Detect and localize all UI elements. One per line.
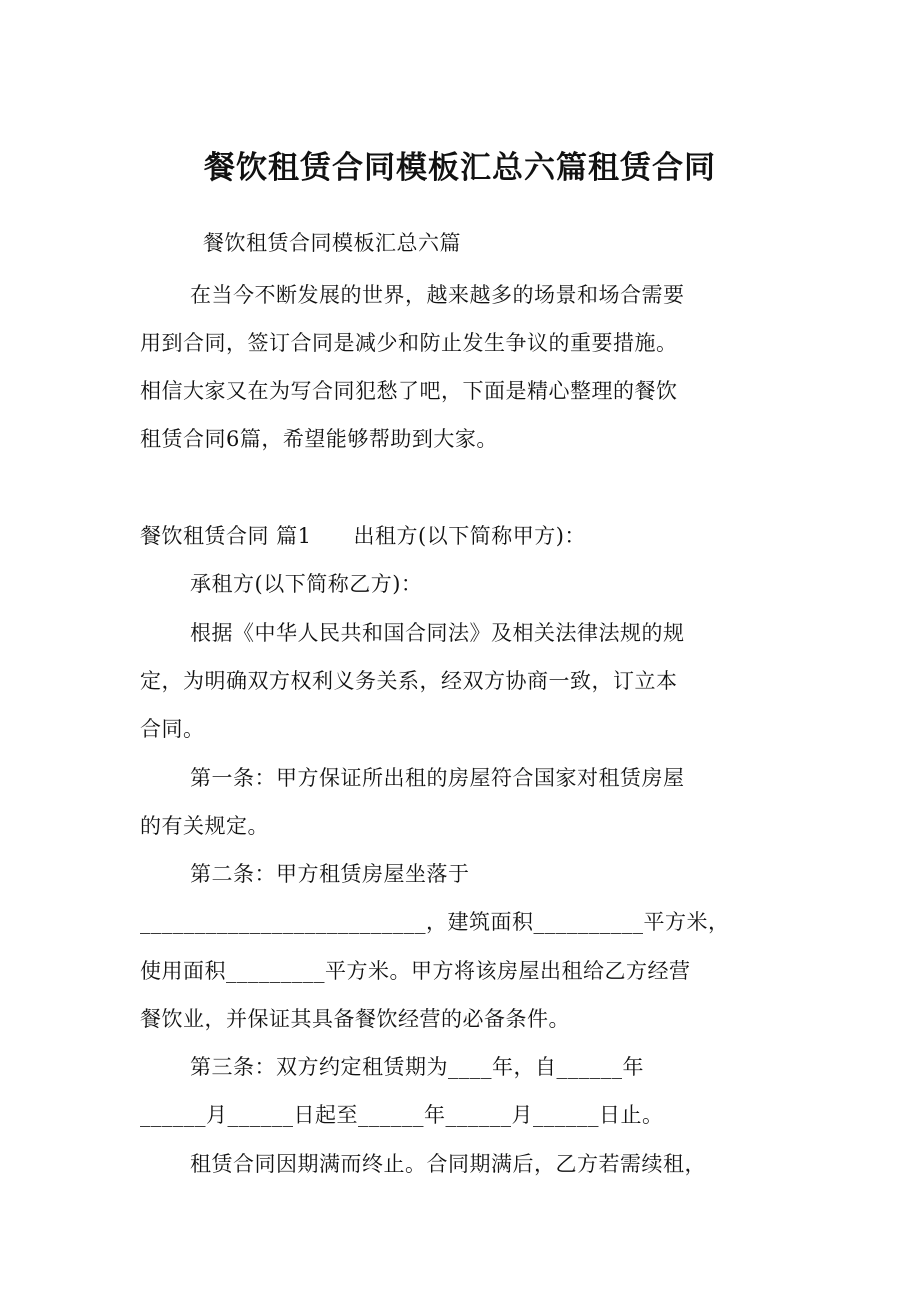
body-line-9: 餐饮业，并保证其具备餐饮经营的必备条件。 bbox=[140, 1007, 570, 1031]
body-line-7: __________________________，建筑面积__________平方米， bbox=[140, 910, 730, 934]
body-line-8: 使用面积_________平方米。甲方将该房屋出租给乙方经营 bbox=[140, 959, 691, 983]
body-line-6: 第二条：甲方租赁房屋坐落于 bbox=[190, 862, 470, 886]
section-heading-row bbox=[140, 520, 586, 552]
body-line-12: 租赁合同因期满而终止。合同期满后，乙方若需续租， bbox=[190, 1152, 706, 1176]
body-line-2: 定，为明确双方权利义务关系，经双方协商一致，订立本 bbox=[140, 669, 678, 693]
intro-line-4: 租赁合同6篇，希望能够帮助到大家。 bbox=[140, 427, 498, 451]
intro-line-2: 用到合同，签订合同是减少和防止发生争议的重要措施。 bbox=[140, 331, 678, 355]
body-line-4: 第一条：甲方保证所出租的房屋符合国家对租赁房屋 bbox=[190, 766, 685, 790]
intro-line-3: 相信大家又在为写合同犯愁了吧，下面是精心整理的餐饮 bbox=[140, 379, 678, 403]
body-line-5: 的有关规定。 bbox=[140, 814, 269, 838]
lessee-label: 承租方(以下简称乙方)： bbox=[190, 572, 423, 596]
lessor-label: 出租方(以下简称甲方)： bbox=[353, 524, 586, 548]
body-line-1: 根据《中华人民共和国合同法》及相关法律法规的规 bbox=[190, 621, 685, 645]
body-line-11: ______月______日起至______年______月______日止。 bbox=[140, 1103, 664, 1127]
section-heading: 餐饮租赁合同 篇1 bbox=[140, 524, 312, 548]
document-subtitle: 餐饮租赁合同模板汇总六篇 bbox=[203, 231, 461, 255]
body-line-3: 合同。 bbox=[140, 717, 205, 741]
body-line-10: 第三条：双方约定租赁期为____年，自______年 bbox=[190, 1055, 644, 1079]
document-title: 餐饮租赁合同模板汇总六篇租赁合同 bbox=[204, 150, 716, 186]
intro-line-1: 在当今不断发展的世界，越来越多的场景和场合需要 bbox=[190, 283, 685, 307]
